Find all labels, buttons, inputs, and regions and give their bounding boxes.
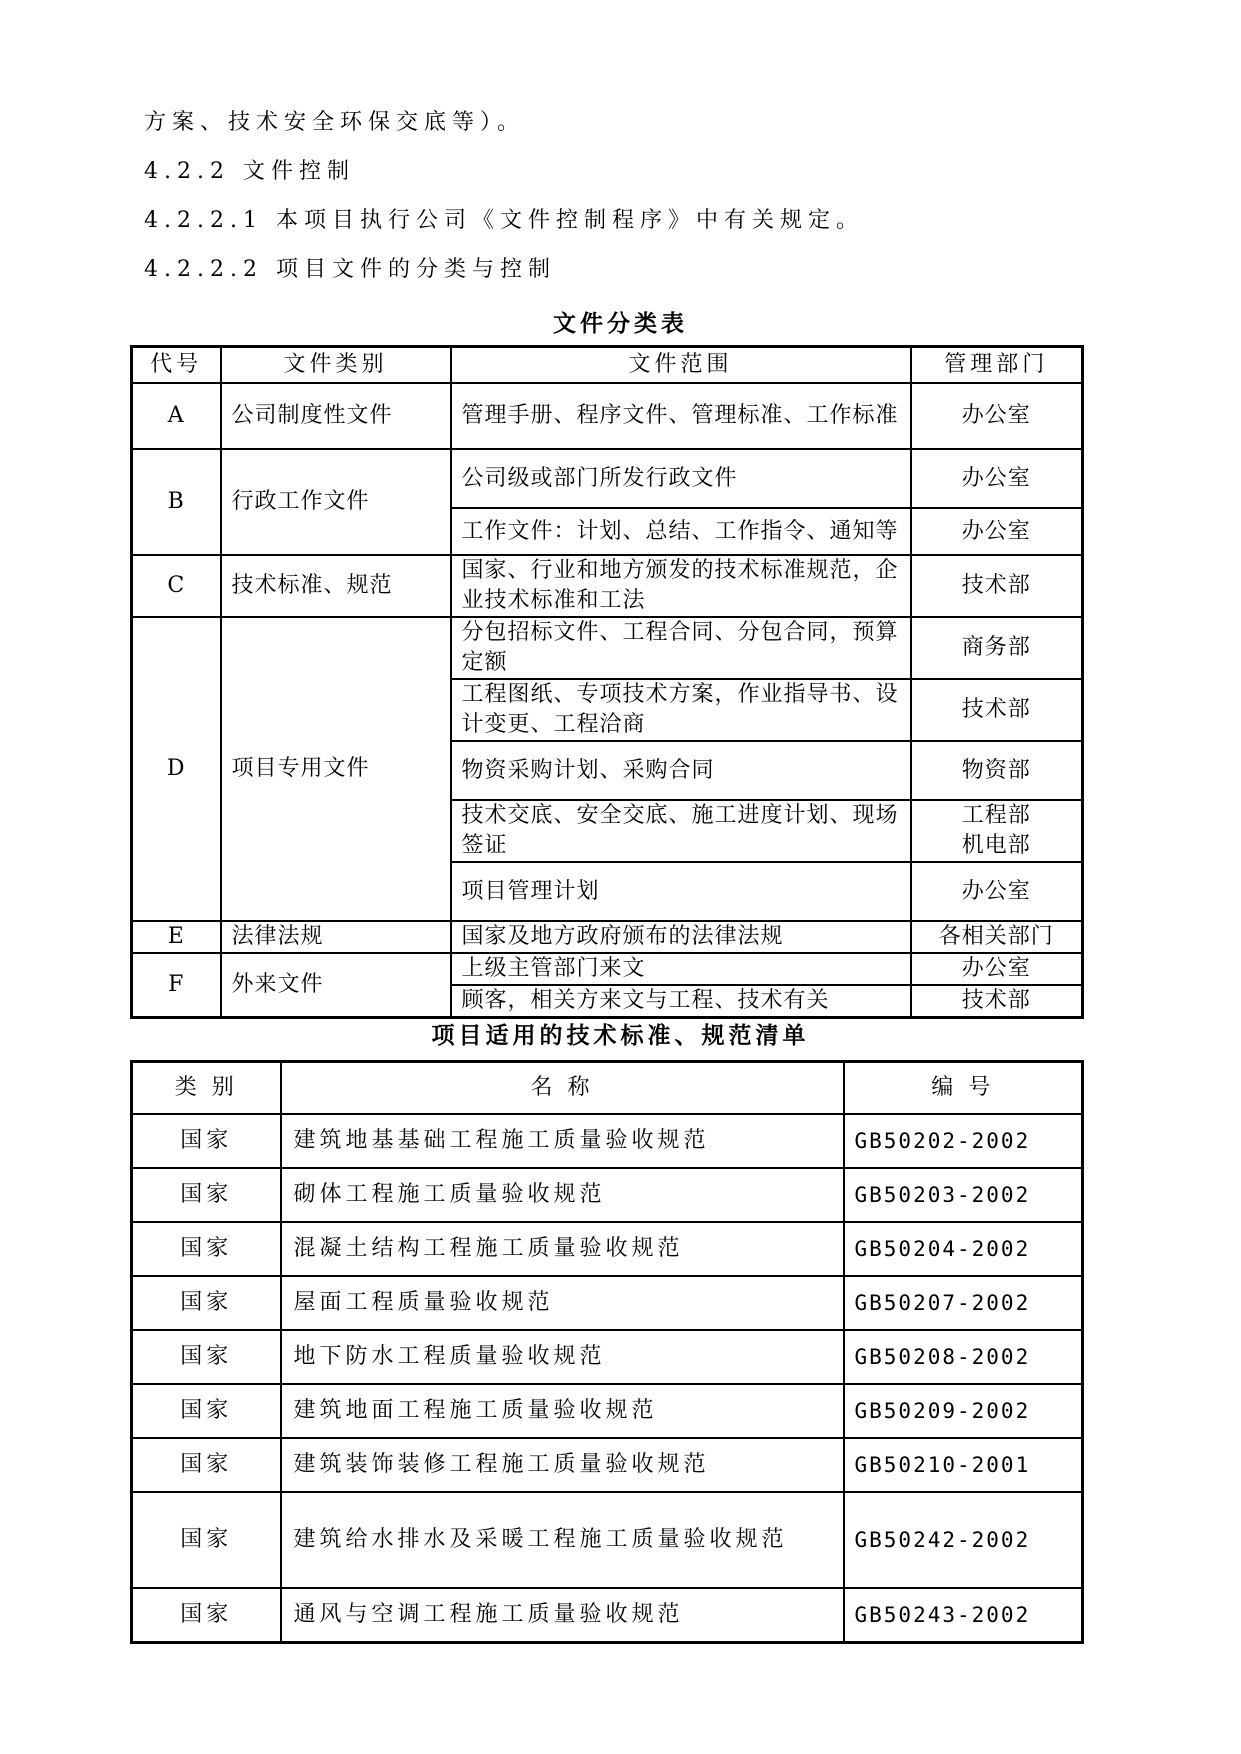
- table1-body: [132, 383, 1083, 1018]
- dept-label: 办公室: [961, 956, 1031, 981]
- table-row: [132, 1114, 1083, 1168]
- cell-dept: [911, 862, 1083, 921]
- dept-label: 工程部: [961, 803, 1031, 828]
- header-name: 名 称: [281, 1062, 844, 1115]
- cell-dept: [911, 383, 1083, 449]
- table-header-row: [132, 1062, 1083, 1115]
- cell-standard-number: GB50202-2002: [844, 1114, 1083, 1168]
- table-row: [132, 1492, 1083, 1588]
- heading-4-2-2: 4.2.2 文件控制: [144, 159, 355, 184]
- cell-category: 公司制度性文件: [221, 383, 451, 449]
- cell-code: B: [132, 449, 221, 555]
- cell-category: 外来文件: [221, 953, 451, 1018]
- cell-scope: 公司级或部门所发行政文件: [451, 449, 911, 508]
- cell-scope: 国家及地方政府颁布的法律法规: [451, 921, 911, 953]
- cell-scope: 管理手册、程序文件、管理标准、工作标准: [451, 383, 911, 449]
- dept-label: 办公室: [961, 403, 1031, 428]
- cell-standard-number: GB50208-2002: [844, 1330, 1083, 1384]
- cell-standard-name: 地下防水工程质量验收规范: [281, 1330, 844, 1384]
- cell-scope: 工程图纸、专项技术方案，作业指导书、设计变更、工程洽商: [451, 679, 911, 741]
- cell-category: 项目专用文件: [221, 617, 451, 921]
- cell-standard-number: GB50204-2002: [844, 1222, 1083, 1276]
- cell-standard-number: GB50209-2002: [844, 1384, 1083, 1438]
- cell-standard-name: 建筑地面工程施工质量验收规范: [281, 1384, 844, 1438]
- cell-scope: 工作文件：计划、总结、工作指令、通知等: [451, 508, 911, 555]
- cell-type: 国家: [132, 1384, 281, 1438]
- cell-dept: [911, 679, 1083, 741]
- table2-caption: 项目适用的技术标准、规范清单: [431, 1023, 810, 1049]
- dept-label: 技术部: [961, 988, 1031, 1013]
- table2-body: [132, 1114, 1083, 1643]
- cell-dept: [911, 921, 1083, 953]
- cell-dept: [911, 449, 1083, 508]
- cell-standard-name: 砌体工程施工质量验收规范: [281, 1168, 844, 1222]
- table-row: [132, 1588, 1083, 1643]
- cell-code: E: [132, 921, 221, 953]
- cell-dept: [911, 617, 1083, 679]
- cell-scope: 上级主管部门来文: [451, 953, 911, 985]
- cell-category: 技术标准、规范: [221, 555, 451, 617]
- cell-standard-number: GB50207-2002: [844, 1276, 1083, 1330]
- cell-code: D: [132, 617, 221, 921]
- cell-dept: [911, 508, 1083, 555]
- header-dept: 管理部门: [911, 347, 1083, 384]
- table-row: [132, 383, 1083, 449]
- dept-label: 办公室: [961, 518, 1031, 544]
- dept-label: 办公室: [961, 465, 1031, 491]
- cell-type: 国家: [132, 1588, 281, 1643]
- cell-standard-name: 建筑地基基础工程施工质量验收规范: [281, 1114, 844, 1168]
- dept-label: 各相关部门: [938, 924, 1054, 949]
- cell-dept: [911, 953, 1083, 985]
- cell-type: 国家: [132, 1330, 281, 1384]
- dept-label: 物资部: [961, 757, 1031, 783]
- paragraph-4-2-2-2: 4.2.2.2 项目文件的分类与控制: [144, 257, 556, 282]
- header-type: 类 别: [132, 1062, 281, 1115]
- cell-standard-number: GB50242-2002: [844, 1492, 1083, 1588]
- table-row: [132, 1384, 1083, 1438]
- cell-dept: [911, 985, 1083, 1018]
- table-row: [132, 1222, 1083, 1276]
- cell-dept: [911, 555, 1083, 617]
- cell-standard-name: 屋面工程质量验收规范: [281, 1276, 844, 1330]
- paragraph-1: 方案、技术安全环保交底等）。: [144, 110, 526, 135]
- cell-standard-number: GB50203-2002: [844, 1168, 1083, 1222]
- cell-type: 国家: [132, 1438, 281, 1492]
- paragraph-4-2-2-1: 4.2.2.1 本项目执行公司《文件控制程序》中有关规定。: [144, 208, 864, 233]
- cell-type: 国家: [132, 1114, 281, 1168]
- header-code: 代号: [132, 347, 221, 384]
- dept-label-secondary: 机电部: [961, 833, 1031, 858]
- dept-label: 技术部: [961, 697, 1031, 722]
- cell-standard-number: GB50243-2002: [844, 1588, 1083, 1643]
- cell-scope: 物资采购计划、采购合同: [451, 741, 911, 800]
- table1-caption: 文件分类表: [553, 311, 688, 337]
- table-row: [132, 1438, 1083, 1492]
- cell-standard-name: 混凝土结构工程施工质量验收规范: [281, 1222, 844, 1276]
- cell-dept: [911, 741, 1083, 800]
- cell-type: 国家: [132, 1168, 281, 1222]
- cell-scope: 技术交底、安全交底、施工进度计划、现场签证: [451, 800, 911, 862]
- cell-code: F: [132, 953, 221, 1018]
- header-number: 编 号: [844, 1062, 1083, 1115]
- cell-scope: 分包招标文件、工程合同、分包合同，预算定额: [451, 617, 911, 679]
- table-row: [132, 1276, 1083, 1330]
- table-header-row: [132, 347, 1083, 384]
- cell-category: 行政工作文件: [221, 449, 451, 555]
- dept-label: 商务部: [961, 635, 1031, 660]
- dept-label: 办公室: [961, 878, 1031, 904]
- table-row: [132, 921, 1083, 953]
- table-row: [132, 617, 1083, 679]
- cell-standard-name: 通风与空调工程施工质量验收规范: [281, 1588, 844, 1643]
- dept-label: 技术部: [961, 573, 1031, 598]
- cell-standard-name: 建筑给水排水及采暖工程施工质量验收规范: [281, 1492, 844, 1588]
- cell-standard-name: 建筑装饰装修工程施工质量验收规范: [281, 1438, 844, 1492]
- table-row: [132, 1168, 1083, 1222]
- cell-type: 国家: [132, 1222, 281, 1276]
- header-scope: 文件范围: [451, 347, 911, 384]
- cell-scope: 国家、行业和地方颁发的技术标准规范，企业技术标准和工法: [451, 555, 911, 617]
- standards-list-table: [130, 1060, 1084, 1644]
- table-row: [132, 953, 1083, 985]
- cell-code: C: [132, 555, 221, 617]
- cell-scope: 顾客，相关方来文与工程、技术有关: [451, 985, 911, 1018]
- file-classification-table: [130, 345, 1084, 1019]
- cell-scope: 项目管理计划: [451, 862, 911, 921]
- table-row: [132, 1330, 1083, 1384]
- header-category: 文件类别: [221, 347, 451, 384]
- table-row: [132, 449, 1083, 508]
- cell-type: 国家: [132, 1276, 281, 1330]
- cell-dept: [911, 800, 1083, 862]
- cell-standard-number: GB50210-2001: [844, 1438, 1083, 1492]
- table-row: [132, 555, 1083, 617]
- cell-category: 法律法规: [221, 921, 451, 953]
- cell-code: A: [132, 383, 221, 449]
- cell-type: 国家: [132, 1492, 281, 1588]
